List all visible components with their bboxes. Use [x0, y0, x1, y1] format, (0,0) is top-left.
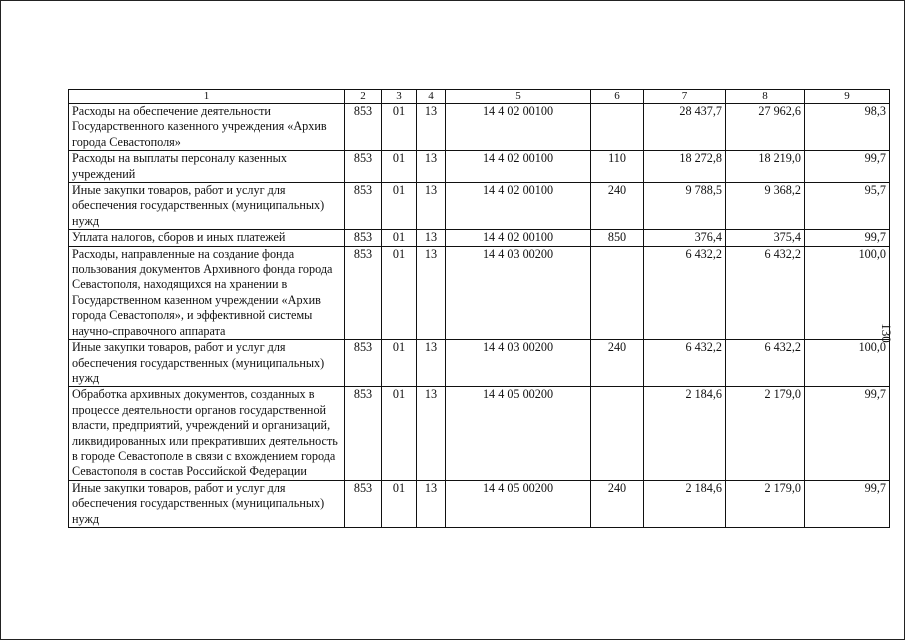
expense-name: Расходы на обеспечение деятельности Государственного казенного учреждения «Архив города Севастополя» [69, 104, 345, 151]
expense-name: Иные закупки товаров, работ и услуг для обеспечения государственных (муниципальных) нужд [69, 480, 345, 527]
grbs-code: 853 [345, 230, 382, 246]
column-header: 5 [446, 90, 591, 104]
fact-amount: 2 179,0 [726, 480, 805, 527]
column-header: 3 [382, 90, 417, 104]
fact-amount: 9 368,2 [726, 183, 805, 230]
expense-name: Расходы на выплаты персоналу казенных учреждений [69, 151, 345, 183]
target-article-code: 14 4 05 00200 [446, 387, 591, 480]
subsection-code: 13 [417, 246, 446, 339]
subsection-code: 13 [417, 183, 446, 230]
table-row [69, 387, 890, 480]
column-header: 7 [644, 90, 726, 104]
execution-percent: 99,7 [805, 230, 890, 246]
target-article-code: 14 4 03 00200 [446, 340, 591, 387]
expense-name: Обработка архивных документов, созданных в процессе деятельности органов государственной власти, предприятий, учреждений и организаций, ликвидированных или прекративших деятельность в городе Севастополе в связи с вхождением города Севастополя в состав Российской Федерации [69, 387, 345, 480]
expense-name: Иные закупки товаров, работ и услуг для обеспечения государственных (муниципальных) нужд [69, 340, 345, 387]
target-article-code: 14 4 02 00100 [446, 151, 591, 183]
expense-type-code [591, 104, 644, 151]
fact-amount: 375,4 [726, 230, 805, 246]
expense-name: Уплата налогов, сборов и иных платежей [69, 230, 345, 246]
grbs-code: 853 [345, 183, 382, 230]
subsection-code: 13 [417, 230, 446, 246]
plan-amount: 9 788,5 [644, 183, 726, 230]
column-header: 2 [345, 90, 382, 104]
section-code: 01 [382, 246, 417, 339]
fact-amount: 2 179,0 [726, 387, 805, 480]
plan-amount: 18 272,8 [644, 151, 726, 183]
subsection-code: 13 [417, 104, 446, 151]
grbs-code: 853 [345, 480, 382, 527]
plan-amount: 2 184,6 [644, 480, 726, 527]
execution-percent: 100,0 [805, 340, 890, 387]
execution-percent: 95,7 [805, 183, 890, 230]
section-code: 01 [382, 151, 417, 183]
subsection-code: 13 [417, 151, 446, 183]
plan-amount: 2 184,6 [644, 387, 726, 480]
fact-amount: 6 432,2 [726, 246, 805, 339]
fact-amount: 18 219,0 [726, 151, 805, 183]
column-header: 6 [591, 90, 644, 104]
subsection-code: 13 [417, 480, 446, 527]
execution-percent: 99,7 [805, 480, 890, 527]
expense-type-code: 240 [591, 480, 644, 527]
grbs-code: 853 [345, 340, 382, 387]
execution-percent: 99,7 [805, 387, 890, 480]
target-article-code: 14 4 03 00200 [446, 246, 591, 339]
column-header: 1 [69, 90, 345, 104]
table-row [69, 246, 890, 339]
fact-amount: 27 962,6 [726, 104, 805, 151]
execution-percent: 99,7 [805, 151, 890, 183]
plan-amount: 6 432,2 [644, 340, 726, 387]
section-code: 01 [382, 183, 417, 230]
expense-type-code [591, 387, 644, 480]
column-header: 8 [726, 90, 805, 104]
budget-table [68, 89, 890, 528]
grbs-code: 853 [345, 151, 382, 183]
expense-type-code: 240 [591, 340, 644, 387]
fact-amount: 6 432,2 [726, 340, 805, 387]
expense-name: Расходы, направленные на создание фонда пользования документов Архивного фонда города Севастополя, находящихся на хранении в Государственном казенном учреждении «Архив города Севастополя», и эффективной системы научно-справочного аппарата [69, 246, 345, 339]
section-code: 01 [382, 104, 417, 151]
page-number: 130 [878, 323, 894, 343]
table-row [69, 151, 890, 183]
plan-amount: 376,4 [644, 230, 726, 246]
section-code: 01 [382, 480, 417, 527]
column-number-row [69, 90, 890, 104]
plan-amount: 28 437,7 [644, 104, 726, 151]
grbs-code: 853 [345, 387, 382, 480]
target-article-code: 14 4 02 00100 [446, 183, 591, 230]
subsection-code: 13 [417, 340, 446, 387]
grbs-code: 853 [345, 246, 382, 339]
target-article-code: 14 4 02 00100 [446, 230, 591, 246]
execution-percent: 98,3 [805, 104, 890, 151]
subsection-code: 13 [417, 387, 446, 480]
section-code: 01 [382, 230, 417, 246]
section-code: 01 [382, 340, 417, 387]
expense-type-code: 240 [591, 183, 644, 230]
table-row [69, 230, 890, 246]
target-article-code: 14 4 02 00100 [446, 104, 591, 151]
section-code: 01 [382, 387, 417, 480]
table-row [69, 183, 890, 230]
plan-amount: 6 432,2 [644, 246, 726, 339]
target-article-code: 14 4 05 00200 [446, 480, 591, 527]
grbs-code: 853 [345, 104, 382, 151]
column-header: 9 [805, 90, 890, 104]
table-row [69, 340, 890, 387]
expense-name: Иные закупки товаров, работ и услуг для обеспечения государственных (муниципальных) нужд [69, 183, 345, 230]
table-row [69, 104, 890, 151]
column-header: 4 [417, 90, 446, 104]
execution-percent: 100,0 [805, 246, 890, 339]
expense-type-code: 850 [591, 230, 644, 246]
table-row [69, 480, 890, 527]
expense-type-code [591, 246, 644, 339]
expense-type-code: 110 [591, 151, 644, 183]
